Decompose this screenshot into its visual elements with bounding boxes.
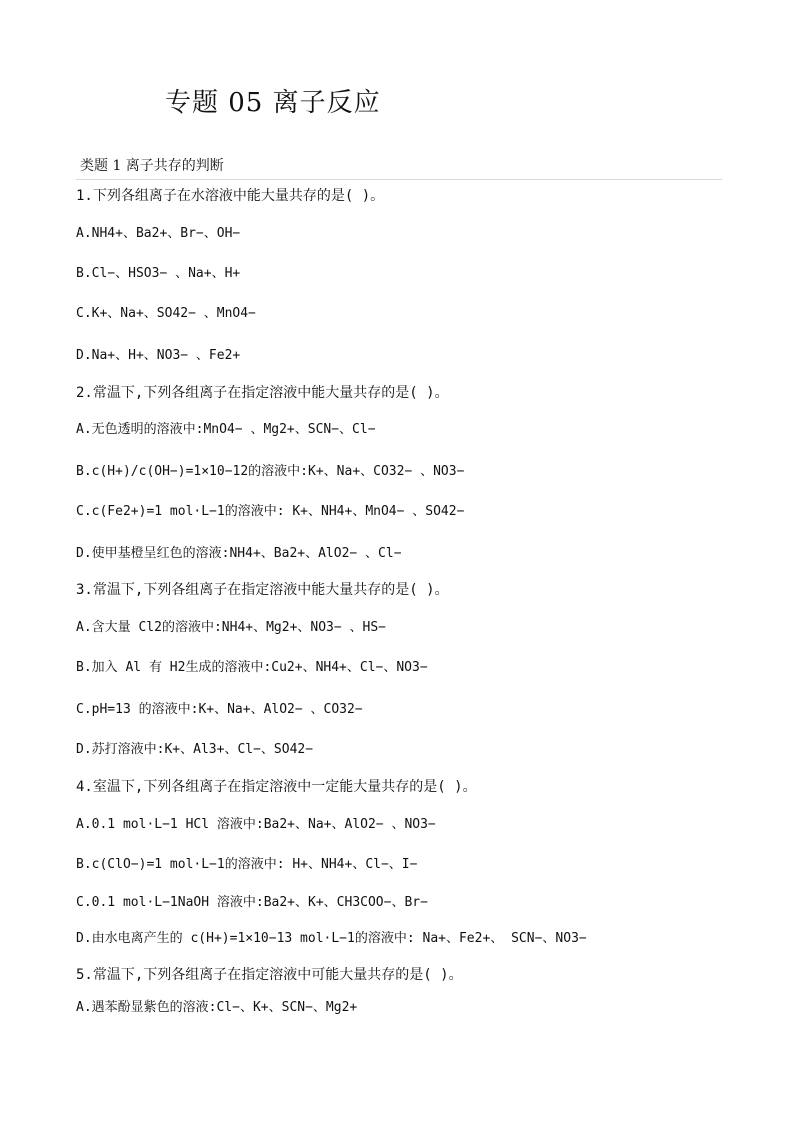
section-divider	[76, 179, 722, 180]
question-1-option-d: D.Na+、H+、NO3− 、Fe2+	[76, 348, 241, 363]
question-2-option-a: A.无色透明的溶液中:MnO4− 、Mg2+、SCN−、Cl−	[76, 422, 376, 437]
question-4-stem: 4.室温下,下列各组离子在指定溶液中一定能大量共存的是( )。	[76, 779, 477, 795]
question-2-stem: 2.常温下,下列各组离子在指定溶液中能大量共存的是( )。	[76, 385, 449, 401]
question-5-option-a: A.遇苯酚显紫色的溶液:Cl−、K+、SCN−、Mg2+	[76, 1000, 358, 1015]
question-3-stem: 3.常温下,下列各组离子在指定溶液中能大量共存的是( )。	[76, 582, 449, 598]
question-4-option-d: D.由水电离产生的 c(H+)=1×10−13 mol·L−1的溶液中: Na+、Fe2+、 SCN−、NO3−	[76, 931, 587, 946]
question-5-stem: 5.常温下,下列各组离子在指定溶液中可能大量共存的是( )。	[76, 967, 463, 983]
question-3-option-d: D.苏打溶液中:K+、Al3+、Cl−、SO42−	[76, 742, 314, 757]
section-heading: 类题 1 离子共存的判断	[80, 158, 224, 174]
question-2-option-d: D.使甲基橙呈红色的溶液:NH4+、Ba2+、AlO2− 、Cl−	[76, 546, 402, 561]
question-4-option-b: B.c(ClO−)=1 mol·L−1的溶液中: H+、NH4+、Cl−、I−	[76, 857, 418, 872]
question-3-option-b: B.加入 Al 有 H2生成的溶液中:Cu2+、NH4+、Cl−、NO3−	[76, 660, 428, 675]
question-1-option-b: B.Cl−、HSO3− 、Na+、H+	[76, 266, 241, 281]
question-1-option-a: A.NH4+、Ba2+、Br−、OH−	[76, 226, 241, 241]
question-4-option-a: A.0.1 mol·L−1 HCl 溶液中:Ba2+、Na+、AlO2− 、NO3−	[76, 817, 436, 832]
question-1-option-c: C.K+、Na+、SO42− 、MnO4−	[76, 306, 256, 321]
question-1-stem: 1.下列各组离子在水溶液中能大量共存的是( )。	[76, 188, 385, 204]
question-2-option-c: C.c(Fe2+)=1 mol·L−1的溶液中: K+、NH4+、MnO4− 、SO42−	[76, 504, 465, 519]
question-3-option-c: C.pH=13 的溶液中:K+、Na+、AlO2− 、CO32−	[76, 702, 363, 717]
page-title: 专题 05 离子反应	[165, 88, 381, 118]
question-4-option-c: C.0.1 mol·L−1NaOH 溶液中:Ba2+、K+、CH3COO−、Br−	[76, 895, 428, 910]
question-3-option-a: A.含大量 Cl2的溶液中:NH4+、Mg2+、NO3− 、HS−	[76, 620, 387, 635]
question-2-option-b: B.c(H+)/c(OH−)=1×10−12的溶液中:K+、Na+、CO32− 、NO3−	[76, 464, 465, 479]
